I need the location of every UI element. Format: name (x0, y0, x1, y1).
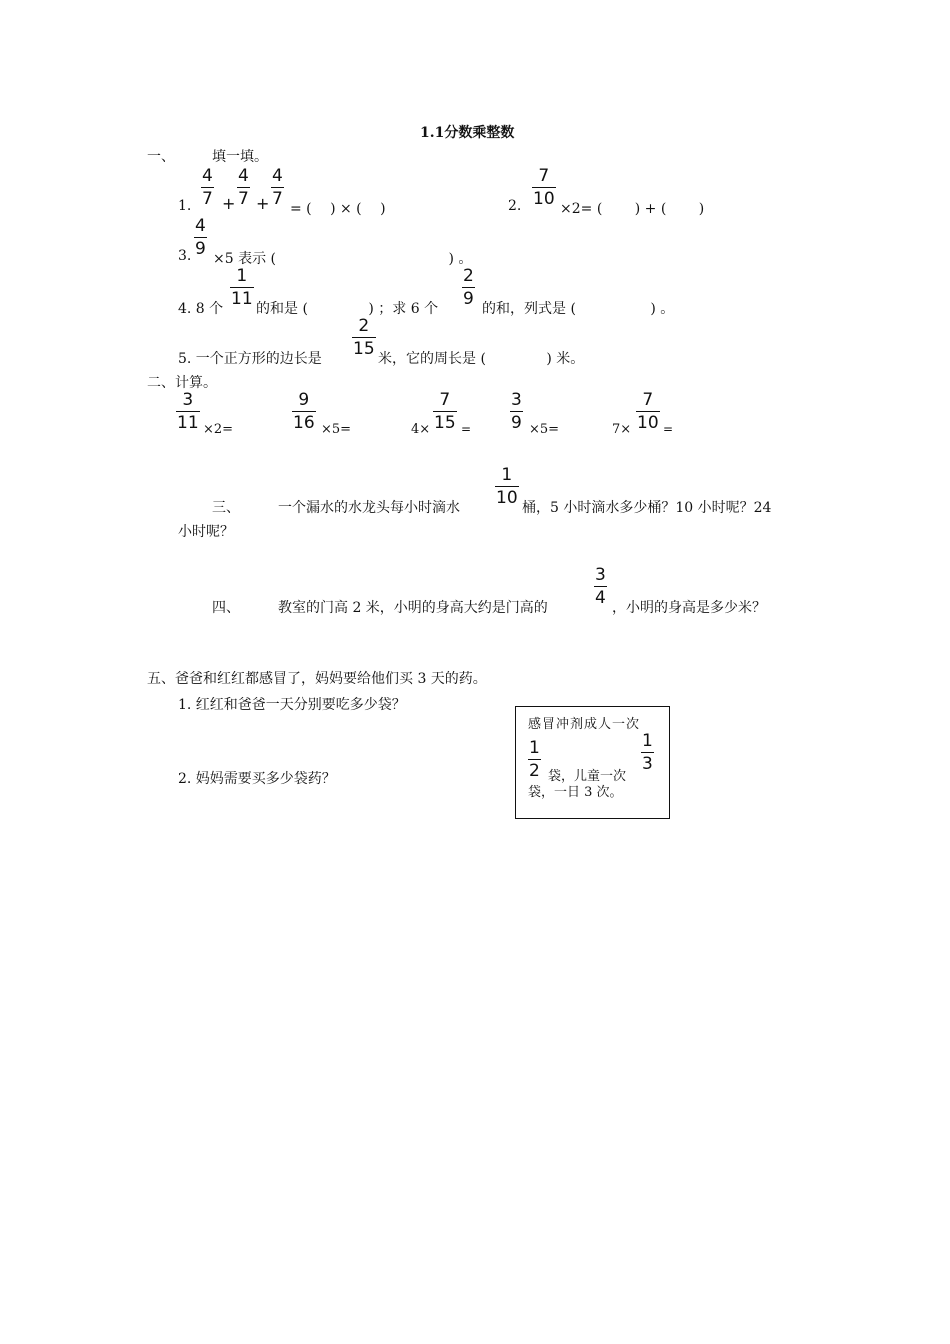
denominator: 10 (637, 413, 659, 433)
q4-label: 4. 8 个 (178, 301, 224, 317)
numerator: 4 (195, 216, 206, 236)
fraction (641, 731, 654, 774)
fraction (292, 390, 316, 433)
numerator: 2 (358, 316, 370, 336)
fraction (636, 390, 660, 433)
calc-2-operator: ×5= (321, 422, 352, 437)
fraction (495, 465, 519, 508)
section-4-text-tail: ，小明的身高是多少米？ (612, 600, 766, 616)
numerator: 3 (511, 390, 522, 410)
q4-middle-text: 的和是 ( ) ；求 6 个 (256, 301, 439, 317)
denominator: 7 (202, 189, 213, 209)
denominator: 4 (595, 588, 606, 608)
section-3-number: 三、 (212, 500, 240, 516)
medicine-info-box (515, 706, 670, 819)
q1-answer-blanks: = ( ) × ( ) (290, 201, 386, 217)
section-5-q2: 2. 妈妈需要买多少袋药？ (178, 771, 336, 787)
denominator: 10 (496, 488, 518, 508)
box-line2: 袋，儿童一次 (548, 769, 627, 784)
numerator: 9 (298, 390, 310, 410)
numerator: 4 (272, 166, 283, 186)
denominator: 9 (195, 239, 206, 259)
fraction (230, 266, 254, 309)
denominator: 15 (434, 413, 456, 433)
fraction (532, 166, 556, 209)
denominator: 16 (293, 413, 315, 433)
section-3-text-tail: 桶，5 小时滴水多少桶？10 小时呢？24 (522, 500, 772, 516)
fraction (352, 316, 376, 359)
q3-answer-blank: ×5 表示 ( ) 。 (213, 251, 473, 267)
denominator: 3 (642, 754, 653, 774)
denominator: 11 (231, 289, 253, 309)
calc-4-operator: ×5= (529, 422, 560, 437)
q3-label: 3. (178, 248, 192, 264)
denominator: 9 (511, 413, 522, 433)
fraction (594, 565, 607, 608)
q5-label: 5. 一个正方形的边长是 (178, 351, 322, 367)
fraction (237, 166, 250, 209)
fraction (271, 166, 284, 209)
section-3-line2: 小时呢？ (178, 524, 234, 540)
fraction (176, 390, 200, 433)
q4-tail-text: 的和，列式是 ( ) 。 (482, 301, 675, 317)
numerator: 1 (642, 731, 653, 751)
numerator: 7 (439, 390, 451, 410)
numerator: 1 (501, 465, 513, 485)
denominator: 7 (272, 189, 283, 209)
numerator: 3 (182, 390, 194, 410)
calc-1-operator: ×2= (203, 422, 234, 437)
calc-5-operator: = (663, 422, 674, 436)
numerator: 3 (595, 565, 606, 585)
box-line3: 袋，一日 3 次。 (528, 785, 623, 800)
calc-5-prefix: 7× (612, 422, 632, 437)
section-2-heading: 二、计算。 (147, 375, 217, 391)
calc-3-operator: = (461, 422, 472, 436)
denominator: 7 (238, 189, 249, 209)
plus-sign: + (256, 194, 270, 213)
section-5-heading: 五、爸爸和红红都感冒了，妈妈要给他们买 3 天的药。 (147, 671, 487, 687)
numerator: 7 (538, 166, 550, 186)
numerator: 7 (642, 390, 654, 410)
section-4-number: 四、 (212, 600, 240, 616)
section-4-text: 教室的门高 2 米，小明的身高大约是门高的 (278, 600, 548, 616)
numerator: 1 (529, 738, 540, 758)
section-3-text: 一个漏水的水龙头每小时滴水 (278, 500, 460, 516)
q2-answer-blanks: ×2= ( ) + ( ) (560, 201, 705, 217)
denominator: 10 (533, 189, 555, 209)
plus-sign: + (222, 194, 236, 213)
denominator: 2 (529, 761, 540, 781)
fraction (510, 390, 523, 433)
fraction (528, 738, 541, 781)
section-5-q1: 1. 红红和爸爸一天分别要吃多少袋？ (178, 697, 406, 713)
section-1-number: 一、 (147, 149, 175, 165)
fraction (201, 166, 214, 209)
q2-label: 2. (508, 198, 522, 214)
calc-3-prefix: 4× (411, 422, 431, 437)
numerator: 4 (238, 166, 249, 186)
fraction (433, 390, 457, 433)
denominator: 11 (177, 413, 199, 433)
numerator: 2 (463, 266, 474, 286)
q5-tail-text: 米，它的周长是 ( ) 米。 (378, 351, 585, 367)
page-title: 1.1分数乘整数 (420, 125, 515, 141)
box-line1: 感冒冲剂成人一次 (528, 717, 641, 732)
fraction (462, 266, 475, 309)
section-1-heading: 填一填。 (212, 149, 268, 165)
fraction (194, 216, 207, 259)
numerator: 4 (202, 166, 213, 186)
denominator: 9 (463, 289, 474, 309)
numerator: 1 (236, 266, 248, 286)
denominator: 15 (353, 339, 375, 359)
q1-label: 1. (178, 198, 192, 214)
